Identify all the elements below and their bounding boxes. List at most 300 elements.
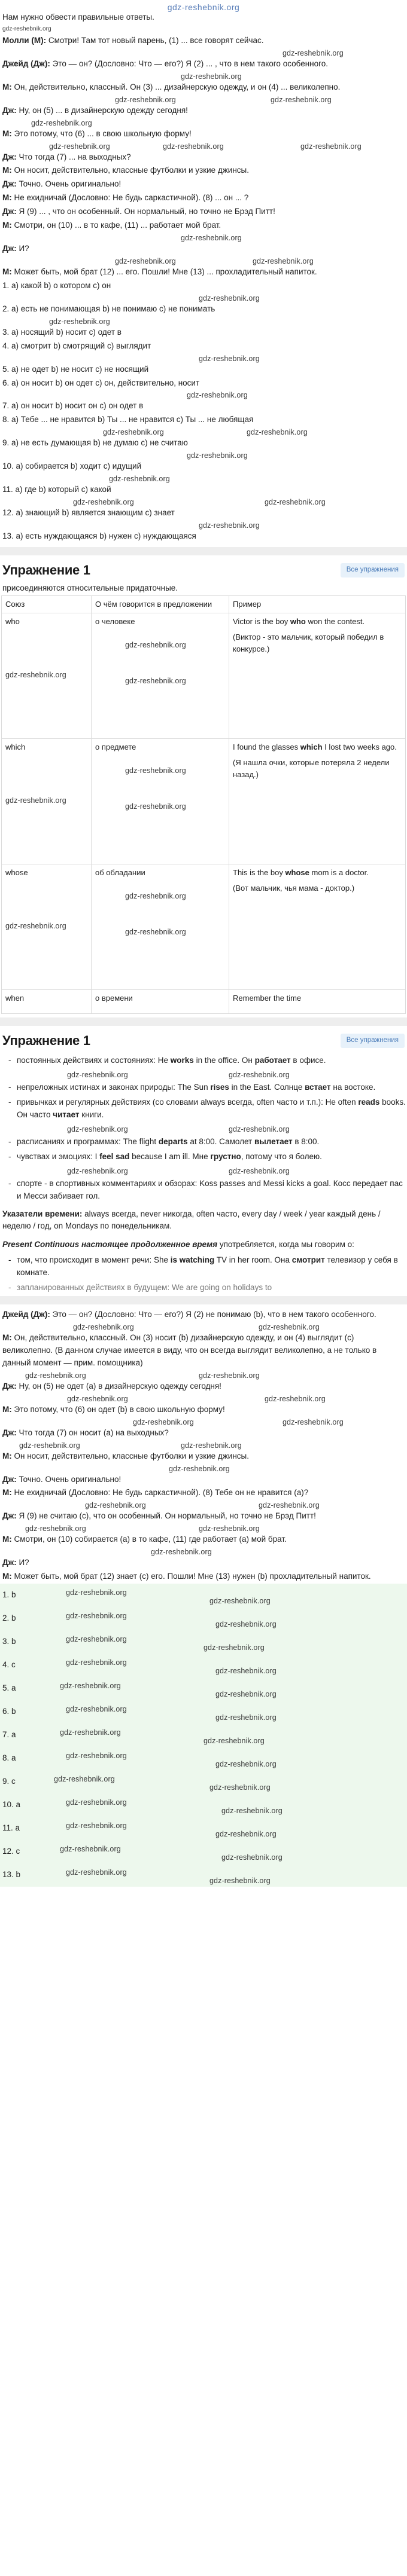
- answer-item: [0, 1863, 407, 1887]
- dialogue-line: [1, 191, 406, 205]
- watermark: gdz-reshebnik.org: [283, 1417, 344, 1426]
- watermark-row: [1, 118, 406, 127]
- answer-item: [0, 1724, 407, 1747]
- option-item[interactable]: 11. a) где b) который c) какой: [2, 485, 111, 494]
- option-item[interactable]: 7. a) он носит b) носит он c) он одет в: [2, 401, 144, 411]
- bullet-bold: грустно: [210, 1151, 241, 1161]
- line-text: Что тогда (7) он носит (a) на выходных?: [16, 1428, 169, 1437]
- dialogue-line: [1, 205, 406, 219]
- watermark: gdz-reshebnik.org: [19, 1441, 80, 1450]
- watermark: gdz-reshebnik.org: [199, 1371, 260, 1380]
- watermark-row: [1, 256, 406, 265]
- watermark: gdz-reshebnik.org: [221, 1853, 283, 1862]
- answer-item: [0, 1817, 407, 1840]
- watermark-row: [1, 48, 406, 57]
- dialogue-line: [1, 1570, 406, 1584]
- watermark: gdz-reshebnik.org: [66, 1588, 127, 1597]
- example-text: Victor is the boy: [233, 617, 290, 627]
- example: [233, 867, 402, 879]
- about-text: о времени: [95, 994, 133, 1003]
- all-exercises-button[interactable]: Все упражнения: [341, 563, 405, 577]
- bullet-bold: работает: [254, 1056, 291, 1065]
- watermark: gdz-reshebnik.org: [73, 498, 134, 507]
- watermark-row: [1, 233, 406, 242]
- conjunction: who: [5, 617, 20, 627]
- dialogue-line: [1, 1473, 406, 1487]
- option-item[interactable]: 3. a) носящий b) носит c) одет в: [2, 327, 122, 337]
- line-text: Может быть, мой брат (12) знает (c) его. Пошли! Мне (13) нужен (b) прохладительный напиток.: [11, 1572, 371, 1581]
- watermark-row: [1, 390, 406, 399]
- example-text: I lost two weeks ago.: [322, 742, 397, 752]
- watermark: gdz-reshebnik.org: [199, 354, 260, 363]
- answer-item: [0, 1747, 407, 1770]
- speaker: М:: [2, 82, 12, 91]
- conjunction-cell: [2, 613, 92, 739]
- watermark: gdz-reshebnik.org: [125, 927, 186, 936]
- example-text: won the contest.: [305, 617, 365, 627]
- example-text: Remember the time: [233, 994, 302, 1003]
- watermark-row: [1, 1394, 406, 1403]
- watermark: gdz-reshebnik.org: [115, 95, 176, 104]
- bullet-text: привычках и регулярных действиях (со словами always всегда, often часто и т.п.): He often: [17, 1097, 359, 1107]
- line-text: Ну, он (5) ... в дизайнерскую одежду сегодня!: [16, 105, 188, 115]
- site-logo[interactable]: gdz-reshebnik.org: [167, 2, 240, 12]
- line-text: Он, действительно, классный. Он (3) носит (b) дизайнерскую одежду, и он (4) выглядит (c) великолепно. (В данном случае имеется в виду, что он всегда выглядит великолепно, а не только в данный момент — прим. помощника): [2, 1333, 377, 1367]
- watermark: gdz-reshebnik.org: [60, 1728, 121, 1737]
- conjunction: whose: [5, 868, 28, 878]
- bullet-text: в 8:00.: [292, 1136, 320, 1146]
- dialogue-line: [1, 1331, 406, 1370]
- speaker: М:: [2, 1572, 12, 1581]
- bullet-text: телевизор у себя в комнате.: [17, 1255, 398, 1278]
- speaker: Дж:: [2, 1558, 17, 1567]
- bullet-bold: feel sad: [99, 1151, 130, 1161]
- option-item[interactable]: 6. a) он носит b) он одет c) он, действительно, носит: [2, 378, 200, 387]
- watermark: gdz-reshebnik.org: [209, 1877, 271, 1886]
- line-text: Он, действительно, классный. Он (3) ... дизайнерскую одежду, и он (4) ... великолепно.: [11, 82, 341, 91]
- watermark-row: [1, 94, 406, 104]
- example: [233, 992, 402, 1004]
- option-item[interactable]: 10. a) собирается b) ходит c) идущий: [2, 462, 142, 471]
- dialogue-line: [1, 1533, 406, 1547]
- bullet-text: книги.: [79, 1110, 104, 1119]
- bullet-text: спорте - в спортивных комментариях и обзорах: Koss passes and Messi kicks a goal. Косс передает пас и Месси забивает гол.: [17, 1178, 403, 1200]
- table-header-row: [2, 595, 406, 613]
- dialogue-line: [1, 57, 406, 71]
- dialogue-line: [1, 81, 406, 94]
- watermark: gdz-reshebnik.org: [229, 1071, 290, 1080]
- continuous-text: употребляется, когда мы говорим о:: [217, 1240, 354, 1249]
- speaker: М:: [2, 193, 12, 203]
- usage-bullet: [1, 1096, 406, 1122]
- example-translation: (Я нашла очки, которые потеряла 2 недели назад.): [233, 758, 390, 780]
- dialogue-line: [1, 1486, 406, 1500]
- table-row: [2, 990, 406, 1014]
- watermark: gdz-reshebnik.org: [181, 234, 242, 243]
- dialogue-line: [1, 265, 406, 279]
- about-cell: [92, 864, 229, 990]
- usage-bullets: [1, 1055, 406, 1202]
- about-cell: [92, 739, 229, 864]
- divider: [0, 547, 407, 555]
- watermark: gdz-reshebnik.org: [109, 475, 170, 484]
- example-translation: (Вот мальчик, чья мама - доктор.): [233, 884, 355, 893]
- example-bold: which: [300, 742, 323, 752]
- dialogue-line: [1, 34, 406, 48]
- answer-text: 4. c: [2, 1660, 16, 1670]
- answer-text: 2. b: [2, 1614, 16, 1623]
- answer-text: 8. a: [2, 1753, 16, 1763]
- watermark: gdz-reshebnik.org: [66, 1798, 127, 1807]
- about-text: о человеке: [95, 617, 135, 627]
- usage-bullet: [1, 1055, 406, 1067]
- example-text: mom is a doctor.: [309, 868, 369, 878]
- answer-text: 12. c: [2, 1847, 20, 1856]
- watermark-row: [1, 1166, 406, 1175]
- line-text: Это потому, что (6) он одет (b) в свою школьную форму!: [11, 1404, 225, 1414]
- watermark: gdz-reshebnik.org: [187, 391, 248, 400]
- conjunction: which: [5, 742, 26, 752]
- watermark: gdz-reshebnik.org: [66, 1752, 127, 1761]
- watermark: gdz-reshebnik.org: [125, 892, 186, 901]
- dialogue-line: [1, 127, 406, 141]
- option-item[interactable]: 9. a) не есть думающая b) не думаю c) не считаю: [2, 438, 188, 448]
- option-item[interactable]: 1. a) какой b) о котором c) он: [2, 280, 111, 290]
- line-text: И?: [16, 1558, 29, 1567]
- speaker: М:: [2, 221, 12, 230]
- answer-item: [0, 1630, 407, 1654]
- usage-bullet: [1, 1081, 406, 1094]
- line-text: Может быть, мой брат (12) ... его. Пошли! Мне (13) ... прохладительный напиток.: [11, 267, 317, 276]
- watermark: gdz-reshebnik.org: [67, 1071, 128, 1080]
- conjunction: when: [5, 994, 25, 1003]
- line-text: Точно. Очень оригинально!: [16, 179, 122, 189]
- bullet-text: расписаниях и программах: The flight: [17, 1136, 159, 1146]
- usage-bullet: [1, 1178, 406, 1203]
- speaker: М:: [2, 1451, 12, 1460]
- exercise-title: Упражнение 1: [2, 1033, 90, 1049]
- watermark-row: [1, 427, 406, 436]
- watermark: gdz-reshebnik.org: [253, 256, 314, 265]
- bullet-bold: встает: [305, 1083, 331, 1092]
- speaker: Джейд (Дж):: [2, 1310, 50, 1319]
- time-markers-label: Указатели времени:: [2, 1209, 83, 1218]
- watermark-row: [1, 1417, 406, 1426]
- speaker: Дж:: [2, 1381, 17, 1391]
- option-item[interactable]: 13. a) есть нуждающаяся b) нужен c) нуждающаяся: [2, 531, 196, 540]
- dialogue-line: [1, 178, 406, 191]
- watermark: gdz-reshebnik.org: [125, 802, 186, 811]
- options-list: [1, 279, 406, 543]
- line-text: Это — он? (Дословно: Что — его?) Я (2) ... , что в нем такого особенного.: [50, 59, 329, 68]
- bullet-bold: works: [170, 1056, 194, 1065]
- dialogue-line: [1, 104, 406, 118]
- speaker: М:: [2, 1535, 12, 1544]
- exercise-tenses: [0, 1029, 407, 1292]
- bullet-text: at 8:00. Самолет: [187, 1136, 254, 1146]
- watermark: gdz-reshebnik.org: [215, 1760, 277, 1769]
- option-item[interactable]: 4. a) смотрит b) смотрящий c) выглядит: [2, 341, 151, 350]
- watermark: gdz-reshebnik.org: [209, 1783, 271, 1792]
- watermark-row: [1, 1463, 406, 1473]
- speaker: М:: [2, 1333, 12, 1343]
- option-item[interactable]: 5. a) не одет b) не носит c) не носящий: [2, 364, 149, 374]
- about-cell: [92, 613, 229, 739]
- example-bold: who: [290, 617, 306, 627]
- divider: [0, 1017, 407, 1026]
- dialogue-line: [1, 1450, 406, 1463]
- watermark-row: [1, 293, 406, 302]
- watermark: gdz-reshebnik.org: [103, 428, 164, 437]
- example-bold: whose: [285, 868, 309, 878]
- bullet-text: непреложных истинах и законах природы: The Sun: [17, 1083, 211, 1092]
- header-cell: Пример: [229, 595, 406, 613]
- option-item[interactable]: 8. a) Тебе ... не нравится b) Ты ... не нравится c) Ты ... не любящая: [2, 415, 254, 424]
- watermark: gdz-reshebnik.org: [283, 48, 344, 57]
- watermark: gdz-reshebnik.org: [5, 796, 66, 805]
- speaker: Дж:: [2, 152, 17, 161]
- watermark: gdz-reshebnik.org: [247, 428, 308, 437]
- watermark: gdz-reshebnik.org: [259, 1323, 320, 1332]
- watermark-row: [1, 1523, 406, 1533]
- bullet-text: чувствах и эмоциях: I: [17, 1151, 100, 1161]
- dialogue-line: [1, 1426, 406, 1440]
- option-item[interactable]: 2. a) есть не понимающая b) не понимаю c) не понимать: [2, 304, 215, 313]
- usage-bullet: [1, 1136, 406, 1148]
- watermark: gdz-reshebnik.org: [54, 1775, 115, 1784]
- speaker: Дж:: [2, 1474, 17, 1484]
- bullet-text: в офисе.: [290, 1056, 326, 1065]
- conjunction-cell: [2, 864, 92, 990]
- watermark: gdz-reshebnik.org: [67, 1166, 128, 1175]
- watermark: gdz-reshebnik.org: [221, 1807, 283, 1816]
- watermark-row: [1, 1547, 406, 1556]
- intro-text: Нам нужно обвести правильные ответы.: [2, 13, 154, 22]
- answer-item: [0, 1654, 407, 1677]
- relative-table: [1, 595, 406, 1014]
- header-cell: О чём говорится в предложении: [92, 595, 229, 613]
- speaker: Молли (М):: [2, 35, 47, 45]
- watermark: gdz-reshebnik.org: [229, 1166, 290, 1175]
- watermark: gdz-reshebnik.org: [271, 95, 332, 104]
- watermark-row: [1, 141, 406, 151]
- bullet-bold: rises: [210, 1083, 229, 1092]
- watermark: gdz-reshebnik.org: [125, 641, 186, 650]
- watermark: gdz-reshebnik.org: [151, 1548, 212, 1557]
- watermark-row: [1, 1124, 406, 1133]
- example-cell: [229, 613, 406, 739]
- line-text: Не ехидничай (Дословно: Не будь саркастичной). (8) Тебе он не нравится (a)?: [11, 1488, 309, 1498]
- bullet-text: на востоке.: [330, 1083, 376, 1092]
- answer-text: 9. c: [2, 1777, 16, 1786]
- watermark: gdz-reshebnik.org: [60, 1845, 121, 1854]
- answer-text: 11. a: [2, 1823, 20, 1833]
- line-text: Он носит, действительно, классные футболки и узкие джинсы.: [11, 1451, 250, 1460]
- about-text: о предмете: [95, 742, 136, 752]
- bullet-bold: is watching: [170, 1255, 215, 1265]
- continuous-bullet: [1, 1254, 406, 1279]
- dialogue-line: [1, 1556, 406, 1570]
- dialogue-line: [1, 242, 406, 256]
- watermark-row: [1, 1069, 406, 1079]
- answers-list: [0, 1584, 407, 1887]
- time-markers-text: always всегда, never никогда, often часто, every day / week / year каждый день / неделю / год, on Mondays по понедельникам.: [2, 1209, 381, 1231]
- answer-text: 6. b: [2, 1707, 16, 1716]
- continuous-title: Present Continuous настоящее продолженное время: [2, 1240, 218, 1249]
- speaker: Дж:: [2, 1428, 17, 1437]
- answer-item: [0, 1700, 407, 1724]
- speaker: Дж:: [2, 179, 17, 189]
- bullet-bold: читает: [53, 1110, 80, 1119]
- watermark: gdz-reshebnik.org: [181, 1441, 242, 1450]
- table-row: [2, 613, 406, 739]
- example-text: I found the glasses: [233, 742, 300, 752]
- watermark: gdz-reshebnik.org: [215, 1690, 277, 1699]
- example-cell: [229, 990, 406, 1014]
- example: [233, 741, 402, 753]
- watermark: gdz-reshebnik.org: [199, 521, 260, 530]
- speaker: Джейд (Дж):: [2, 59, 50, 68]
- line-text: Точно. Очень оригинально!: [16, 1474, 122, 1484]
- watermark: gdz-reshebnik.org: [25, 1524, 86, 1533]
- conjunction-cell: [2, 990, 92, 1014]
- watermark: gdz-reshebnik.org: [115, 256, 176, 265]
- continuous-intro: [1, 1238, 406, 1252]
- bullet-text: because I am ill. Мне: [129, 1151, 211, 1161]
- watermark-row: [1, 520, 406, 530]
- watermark: gdz-reshebnik.org: [215, 1830, 277, 1839]
- speaker: Дж:: [2, 207, 17, 216]
- conjunction-cell: [2, 739, 92, 864]
- dialogue-line: [1, 164, 406, 178]
- example-cell: [229, 864, 406, 990]
- watermark: gdz-reshebnik.org: [229, 1124, 290, 1133]
- speaker: Дж:: [2, 244, 17, 253]
- watermark: gdz-reshebnik.org: [215, 1667, 277, 1676]
- table-row: [2, 739, 406, 864]
- watermark: gdz-reshebnik.org: [25, 1371, 86, 1380]
- dialogue-line: [1, 1380, 406, 1394]
- table-row: [2, 864, 406, 990]
- line-text: Это потому, что (6) ... в свою школьную форму!: [11, 129, 192, 138]
- line-text: Смотри, он (10) собирается (a) в то кафе, (11) где работает (a) мой брат.: [11, 1535, 287, 1544]
- bullet-text: , потому что я болею.: [241, 1151, 322, 1161]
- answer-text: 1. b: [2, 1590, 16, 1600]
- answer-text: 7. a: [2, 1730, 16, 1740]
- bullet-bold: departs: [158, 1136, 188, 1146]
- part1: [0, 11, 407, 543]
- watermark: gdz-reshebnik.org: [215, 1713, 277, 1722]
- all-exercises-button[interactable]: Все упражнения: [341, 1034, 405, 1048]
- bullet-text: in the office. Он: [193, 1056, 255, 1065]
- answer-text: 5. a: [2, 1683, 16, 1693]
- bullet-bold: вылетает: [254, 1136, 293, 1146]
- watermark: gdz-reshebnik.org: [66, 1868, 127, 1877]
- table-intro: присоединяются относительные придаточные.: [2, 583, 178, 592]
- watermark: gdz-reshebnik.org: [259, 1501, 320, 1510]
- bullet-text: TV in her room. Она: [214, 1255, 292, 1265]
- watermark: gdz-reshebnik.org: [31, 118, 92, 127]
- answer-item: [0, 1793, 407, 1817]
- watermark: gdz-reshebnik.org: [125, 676, 186, 685]
- watermark: gdz-reshebnik.org: [204, 1643, 265, 1652]
- answer-item: [0, 1770, 407, 1793]
- speaker: М:: [2, 166, 12, 175]
- watermark: gdz-reshebnik.org: [49, 317, 110, 326]
- watermark: gdz-reshebnik.org: [199, 1524, 260, 1533]
- answer-text: 10. a: [2, 1800, 21, 1810]
- watermark: gdz-reshebnik.org: [60, 1682, 121, 1691]
- watermark: gdz-reshebnik.org: [204, 1737, 265, 1746]
- line-text: Ну, он (5) не одет (a) в дизайнерскую одежду сегодня!: [16, 1381, 221, 1391]
- watermark: gdz-reshebnik.org: [265, 498, 326, 507]
- answer-item: [0, 1584, 407, 1607]
- example-translation: (Виктор - это мальчик, который победил в конкурсе.): [233, 632, 384, 654]
- watermark: gdz-reshebnik.org: [199, 294, 260, 302]
- dialogue-line: [1, 219, 406, 233]
- option-item[interactable]: 12. a) знающий b) является знающим c) знает: [2, 508, 175, 518]
- answer-item: [0, 1840, 407, 1863]
- bullet-text: books. Он часто: [17, 1097, 406, 1119]
- answer-item: [0, 1677, 407, 1700]
- watermark: gdz-reshebnik.org: [73, 1323, 134, 1332]
- watermark: gdz-reshebnik.org: [66, 1612, 127, 1621]
- dialogue-line: [1, 1509, 406, 1523]
- watermark-row: [1, 1440, 406, 1450]
- continuous-bullet-cut: - запланированных действиях в будущем: We are going on holidays to: [1, 1282, 406, 1292]
- watermark-row: [1, 353, 406, 363]
- watermark: gdz-reshebnik.org: [169, 1464, 230, 1473]
- watermark: gdz-reshebnik.org: [66, 1822, 127, 1831]
- example-cell: [229, 739, 406, 864]
- watermark-row: [1, 473, 406, 483]
- watermark: gdz-reshebnik.org: [66, 1635, 127, 1644]
- speaker: М:: [2, 1488, 12, 1498]
- line-text: Он носит, действительно, классные футболки и узкие джинсы.: [11, 166, 250, 175]
- line-text: И?: [16, 244, 29, 253]
- speaker: М:: [2, 1404, 12, 1414]
- watermark: gdz-reshebnik.org: [66, 1705, 127, 1714]
- bullet-text: том, что происходит в момент речи: She: [17, 1255, 171, 1265]
- speaker: Дж:: [2, 105, 17, 115]
- watermark-row: [1, 1370, 406, 1380]
- divider: [0, 1296, 407, 1304]
- answer-item: [0, 1607, 407, 1630]
- line-text: Я (9) ... , что он особенный. Он нормальный, но точно не Брэд Питт!: [16, 207, 275, 216]
- watermark: gdz-reshebnik.org: [5, 671, 66, 680]
- line-text: Это — он? (Дословно: Что — его?) Я (2) не понимаю (b), что в нем такого особенного.: [50, 1310, 376, 1319]
- time-markers: [1, 1208, 406, 1234]
- bullet-bold: reads: [358, 1097, 380, 1107]
- watermark: gdz-reshebnik.org: [67, 1124, 128, 1133]
- dialogue-line: [1, 1403, 406, 1417]
- about-cell: [92, 990, 229, 1014]
- watermark: gdz-reshebnik.org: [187, 451, 248, 460]
- watermark-row: [1, 25, 406, 34]
- exercise-relative: [0, 559, 407, 1014]
- example-text: This is the boy: [233, 868, 285, 878]
- watermark-row: [1, 450, 406, 460]
- about-text: об обладании: [95, 868, 145, 878]
- dialogue-line: [1, 1308, 406, 1322]
- watermark: gdz-reshebnik.org: [125, 766, 186, 775]
- watermark: gdz-reshebnik.org: [85, 1501, 146, 1510]
- watermark-row: [1, 497, 406, 506]
- line-text: Что тогда (7) ... на выходных?: [16, 152, 131, 161]
- watermark: gdz-reshebnik.org: [67, 1394, 128, 1403]
- speaker: Дж:: [2, 1511, 17, 1521]
- watermark-row: [1, 1322, 406, 1331]
